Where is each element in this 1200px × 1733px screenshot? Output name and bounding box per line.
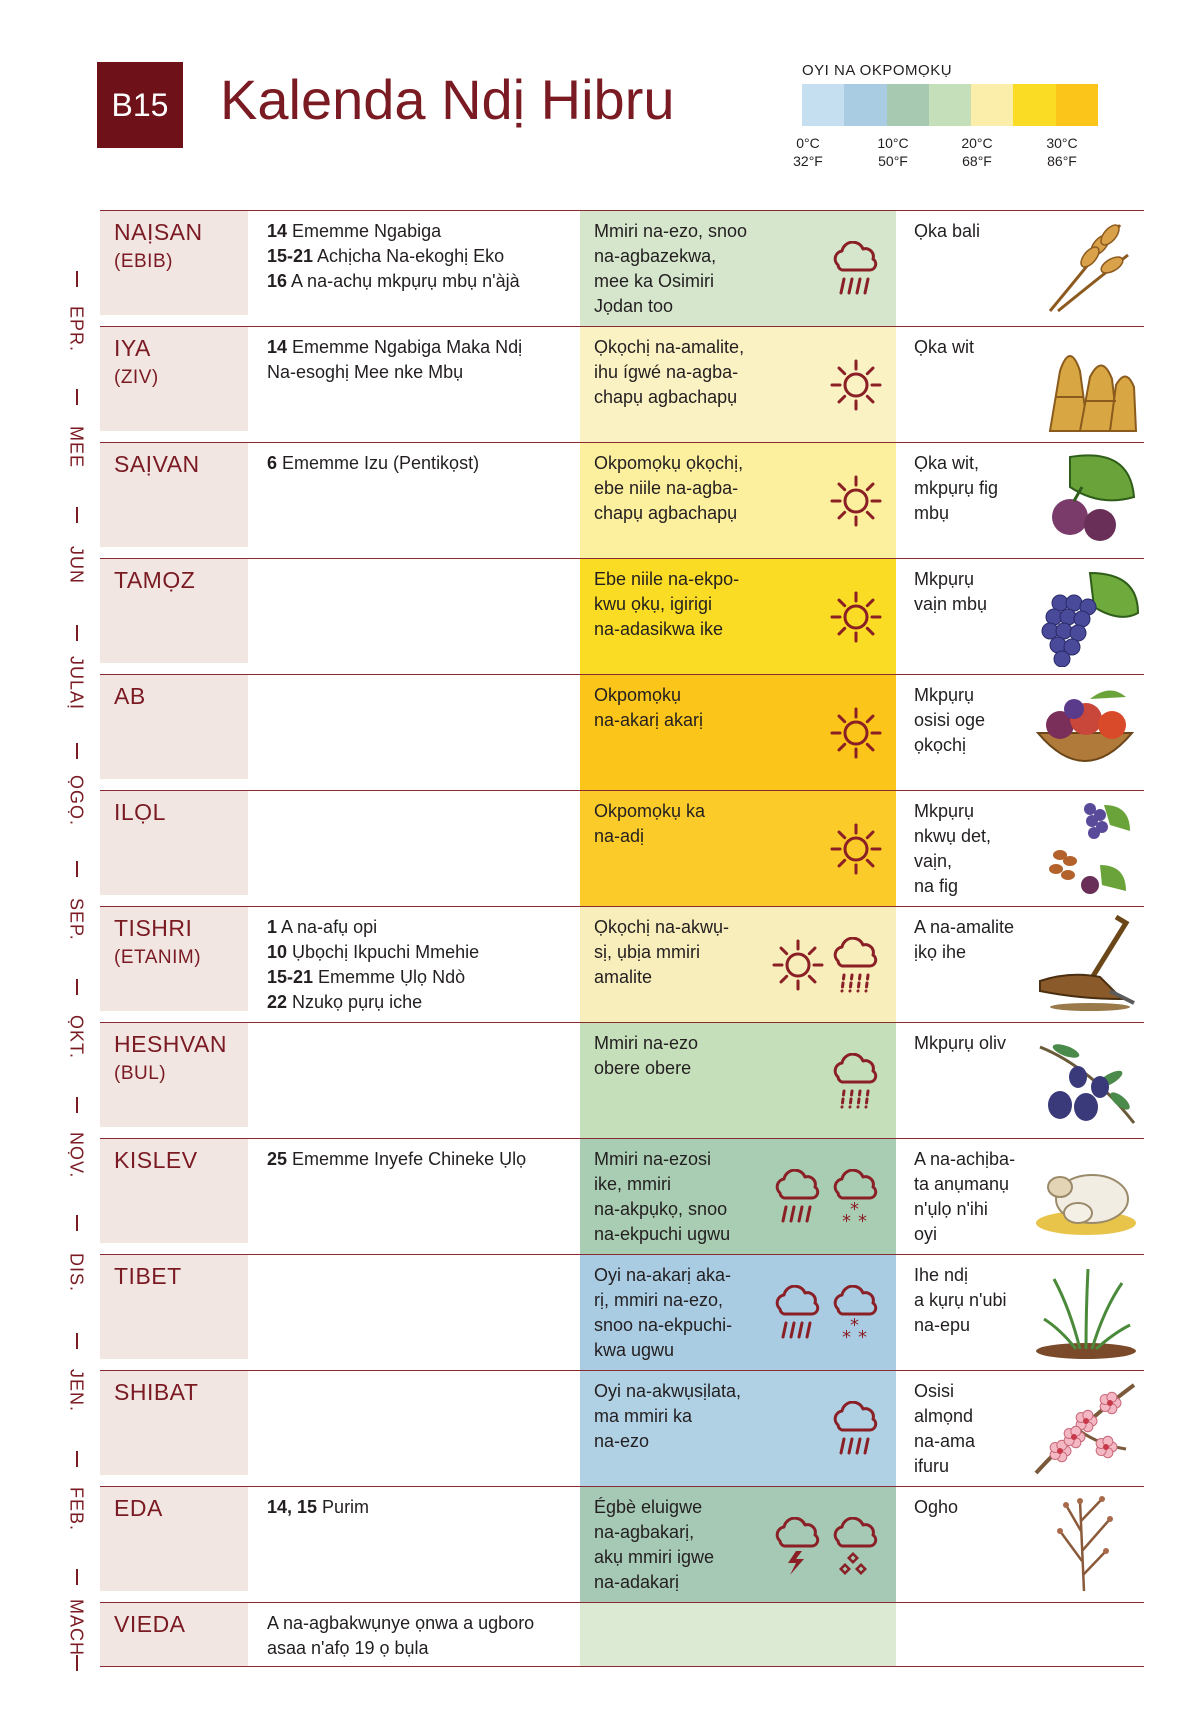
month-divider — [76, 1569, 78, 1585]
dates-icon — [1030, 795, 1140, 899]
light-rain-icon — [828, 937, 884, 1002]
weather-cell — [580, 327, 896, 442]
gregorian-month-axis — [60, 211, 90, 1671]
weather-icons — [828, 473, 884, 534]
sun-icon — [828, 705, 884, 766]
month-row — [100, 1138, 1144, 1254]
gregorian-month-label: DIS. — [66, 1253, 87, 1293]
temperature-swatch — [929, 84, 971, 126]
festival-date: 14 — [267, 337, 288, 357]
weather-text: Ọkọchị na-akwụ- sị, ụbịa mmiri amalite — [594, 917, 730, 987]
fahrenheit-label: 50°F — [878, 153, 908, 169]
rain-icon — [770, 1285, 826, 1350]
festival-text: Nzukọ pụrụ iche — [287, 992, 423, 1012]
temperature-tick — [1027, 134, 1097, 170]
gregorian-month — [60, 1273, 90, 1413]
festival-entry — [267, 1147, 547, 1172]
snow-icon — [828, 1285, 884, 1350]
hebrew-month-cell — [100, 1023, 248, 1127]
hebrew-month-cell — [100, 791, 248, 895]
svg-text:*: * — [842, 1211, 851, 1229]
gregorian-month-label: FEB. — [66, 1486, 87, 1531]
gregorian-month — [60, 919, 90, 1059]
festivals-cell — [267, 1611, 547, 1661]
svg-text:*: * — [858, 1327, 867, 1345]
month-row — [100, 1602, 1144, 1667]
festivals-cell — [267, 1147, 547, 1172]
svg-text:*: * — [858, 1211, 867, 1229]
hebrew-month-name: ILỌL — [114, 799, 166, 825]
celsius-label: 0°C — [796, 135, 820, 151]
festival-text: Ememme Ngabiga — [287, 221, 442, 241]
festival-date: 16 — [267, 271, 288, 291]
month-row — [100, 326, 1144, 442]
temperature-swatch — [971, 84, 1013, 126]
month-divider — [76, 1655, 78, 1671]
svg-text:*: * — [850, 1315, 859, 1336]
crop-text: Mkpụrụ nkwụ det, vaịn, na fig — [914, 801, 992, 896]
festival-text: Ememme Izu (Pentikọst) — [277, 453, 480, 473]
weather-text: Ọkọchị na-amalite, ihu ígwé na-agba- chapụ agbachapụ — [594, 337, 745, 407]
festival-date: 22 — [267, 992, 288, 1012]
section-badge: B15 — [97, 62, 183, 148]
temperature-tick — [858, 134, 928, 170]
festivals-cell — [267, 1495, 547, 1520]
temperature-legend-label: OYI NA OKPOMỌKỤ — [802, 62, 953, 79]
hebrew-month-cell — [100, 675, 248, 779]
flax-icon — [1030, 1491, 1140, 1595]
weather-cell — [580, 443, 896, 558]
festival-date: 10 — [267, 942, 288, 962]
olive-icon — [1030, 1027, 1140, 1131]
crop-text: A na-amalite ịkọ ihe — [914, 917, 1015, 962]
crop-text: Ogho — [914, 1497, 959, 1517]
festival-date: 1 — [267, 917, 278, 937]
sun-icon — [770, 937, 826, 998]
hebrew-month-name: HESHVAN — [114, 1031, 227, 1057]
hail-icon — [828, 1517, 884, 1582]
weather-cell — [580, 907, 896, 1022]
gregorian-month — [60, 565, 90, 711]
temperature-swatch — [887, 84, 929, 126]
hebrew-month-name: TAMỌZ — [114, 567, 196, 593]
festival-text: Ememme Ụlọ Ndò — [313, 967, 466, 987]
calendar-table — [100, 210, 1144, 1667]
month-row — [100, 1254, 1144, 1370]
fahrenheit-label: 32°F — [793, 153, 823, 169]
weather-icons — [828, 1401, 884, 1466]
hebrew-month-name: KISLEV — [114, 1147, 198, 1173]
month-row — [100, 210, 1144, 326]
gregorian-month-label: SEP. — [66, 897, 87, 941]
hebrew-month-name: VIEDA — [114, 1611, 186, 1637]
month-row — [100, 558, 1144, 674]
festival-date: 14 — [267, 221, 288, 241]
crop-text: Osisi almọnd na-ama ifuru — [914, 1381, 976, 1476]
festival-text: A na-agbakwụnye ọnwa a ugboro asaa n'afọ 19 ọ bụla — [267, 1613, 535, 1658]
crop-text: Mkpụrụ osisi oge ọkọchị — [914, 685, 986, 755]
fahrenheit-label: 68°F — [962, 153, 992, 169]
weather-icons — [828, 705, 884, 766]
weather-text: Okpomọkụ ọkọchị, ebe niile na-agba- chapụ agbachapụ — [594, 453, 744, 523]
gregorian-month — [60, 1509, 90, 1656]
temperature-tick — [773, 134, 843, 170]
weather-text: Ebe niile na-ekpo- kwu ọkụ, igirigi na-adasikwa ike — [594, 569, 740, 639]
festival-date: 6 — [267, 453, 278, 473]
weather-text: Mmiri na-ezo obere obere — [594, 1033, 699, 1078]
temperature-swatch — [1056, 84, 1098, 126]
festival-date: 14, 15 — [267, 1497, 318, 1517]
sun-icon — [828, 589, 884, 650]
weather-cell — [580, 1603, 896, 1666]
fruit-basket-icon — [1030, 679, 1140, 783]
month-divider — [76, 743, 78, 759]
weather-text: Okpomọkụ ka na-adị — [594, 801, 706, 846]
gregorian-month-label: JULAỊ — [66, 655, 87, 711]
weather-icons — [828, 241, 884, 306]
hebrew-month-cell — [100, 211, 248, 315]
gregorian-month — [60, 683, 90, 827]
rain-icon — [770, 1169, 826, 1234]
weather-cell — [580, 559, 896, 674]
weather-icons — [828, 1053, 884, 1118]
gregorian-month — [60, 447, 90, 584]
plough-icon — [1030, 911, 1140, 1015]
fahrenheit-label: 86°F — [1047, 153, 1077, 169]
month-divider — [76, 271, 78, 287]
festivals-cell — [267, 219, 547, 294]
month-divider — [76, 625, 78, 641]
weather-text: Égbè eluigwe na-agbakarị, akụ mmiri igwe na-adakarị — [594, 1497, 715, 1592]
thunder-icon — [770, 1517, 826, 1582]
festival-entry — [267, 244, 547, 269]
hebrew-month-cell — [100, 1255, 248, 1359]
month-divider — [76, 507, 78, 523]
hebrew-month-name: TIBET — [114, 1263, 182, 1289]
festival-entry — [267, 335, 547, 385]
weather-icons — [770, 1517, 884, 1582]
weather-icons — [770, 1169, 884, 1234]
gregorian-month — [60, 1037, 90, 1179]
hebrew-month-alt-name: (EBIB) — [114, 251, 173, 272]
weather-icons — [828, 821, 884, 882]
crop-text: Ọka bali — [914, 221, 981, 241]
sun-icon — [828, 357, 884, 418]
hebrew-month-name: EDA — [114, 1495, 163, 1521]
hebrew-month-cell — [100, 327, 248, 431]
gregorian-month-label: JEN. — [66, 1369, 87, 1413]
wheat-sheaf-icon — [1030, 331, 1140, 435]
month-row — [100, 1486, 1144, 1602]
festival-text: Achịcha Na-ekoghị Eko — [313, 246, 505, 266]
weather-icons — [770, 1285, 884, 1350]
temperature-swatch — [1013, 84, 1055, 126]
gregorian-month — [60, 211, 90, 352]
month-divider — [76, 1451, 78, 1467]
month-divider — [76, 861, 78, 877]
weather-text: Okpomọkụ na-akarị akarị — [594, 685, 704, 730]
light-rain-icon — [828, 1053, 884, 1118]
festival-text: Ụbọchị Ikpuchi Mmehie — [287, 942, 480, 962]
temperature-tick — [942, 134, 1012, 170]
hebrew-month-cell — [100, 1139, 248, 1243]
rain-icon — [828, 241, 884, 306]
festival-entry — [267, 915, 547, 940]
hebrew-month-cell — [100, 443, 248, 547]
month-divider — [76, 1097, 78, 1113]
hebrew-month-name: AB — [114, 683, 146, 709]
hebrew-month-cell — [100, 1603, 248, 1666]
weather-icons — [770, 937, 884, 1002]
festivals-cell — [267, 451, 547, 476]
festival-text: Purim — [317, 1497, 370, 1517]
rain-icon — [828, 1401, 884, 1466]
hebrew-month-cell — [100, 1487, 248, 1591]
weather-icons — [828, 357, 884, 418]
barley-icon — [1030, 215, 1140, 319]
month-row — [100, 442, 1144, 558]
festival-entry — [267, 219, 547, 244]
crop-text: Mkpụrụ oliv — [914, 1033, 1007, 1053]
gregorian-month-label: MACH — [66, 1598, 87, 1656]
snow-icon — [828, 1169, 884, 1234]
festival-date: 15-21 — [267, 967, 314, 987]
hebrew-month-name: IYA — [114, 335, 151, 361]
festival-entry — [267, 269, 547, 294]
weather-text: Oyi na-akarị aka- rị, mmiri na-ezo, snoo na-ekpuchi- kwa ugwu — [594, 1265, 733, 1360]
festival-text: A na-achụ mkpụrụ mbụ n'àjà — [287, 271, 520, 291]
celsius-label: 30°C — [1046, 135, 1078, 151]
weather-text: Oyi na-akwụsịlata, ma mmiri ka na-ezo — [594, 1381, 742, 1451]
weather-cell — [580, 211, 896, 326]
weather-cell — [580, 791, 896, 906]
month-divider — [76, 1215, 78, 1231]
crop-text: Mkpụrụ vaịn mbụ — [914, 569, 988, 614]
crop-text: Ọka wit — [914, 337, 975, 357]
grapes-icon — [1030, 563, 1140, 667]
month-row — [100, 790, 1144, 906]
weather-icons — [828, 589, 884, 650]
gregorian-month — [60, 801, 90, 941]
month-row — [100, 1370, 1144, 1486]
hebrew-month-name: SAỊVAN — [114, 451, 200, 477]
month-divider — [76, 389, 78, 405]
temperature-swatch — [802, 84, 844, 126]
sprout-icon — [1030, 1259, 1140, 1363]
festivals-cell — [267, 915, 547, 1015]
festival-text: Ememme Ngabiga Maka Ndị Na-esoghị Mee nke Mbụ — [267, 337, 523, 382]
hebrew-month-cell — [100, 559, 248, 663]
festival-entry — [267, 1495, 547, 1520]
festival-entry — [267, 965, 547, 990]
gregorian-month-label: ỌKT. — [66, 1014, 87, 1059]
weather-cell — [580, 1139, 896, 1254]
weather-text: Mmiri na-ezosi ike, mmiri na-akpụkọ, snoo na-ekpuchi ugwu — [594, 1149, 731, 1244]
gregorian-month — [60, 329, 90, 468]
month-row — [100, 906, 1144, 1022]
almond-blossom-icon — [1030, 1375, 1140, 1479]
festival-entry — [267, 1611, 547, 1661]
sheep-icon — [1030, 1143, 1140, 1247]
celsius-label: 20°C — [961, 135, 993, 151]
gregorian-month-label: NỌV. — [66, 1131, 87, 1179]
crop-text: A na-achịba- ta anụmanụ n'ụlọ n'ihi oyi — [914, 1149, 1016, 1244]
gregorian-month-label: EPR. — [66, 305, 87, 352]
svg-text:*: * — [842, 1327, 851, 1345]
page-title: Kalenda Ndị Hibru — [220, 68, 675, 131]
gregorian-month-label: MEE — [66, 425, 87, 468]
gregorian-month-label: JUN — [66, 546, 87, 584]
weather-text: Mmiri na-ezo, snoo na-agbazekwa, mee ka Osimiri Jọdan too — [594, 221, 748, 316]
temperature-color-scale — [802, 84, 1098, 126]
weather-cell — [580, 1255, 896, 1370]
sun-icon — [828, 821, 884, 882]
month-row — [100, 1022, 1144, 1138]
crop-text: Ihe ndị a kụrụ n'ubi na-epu — [914, 1265, 1007, 1335]
festival-entry — [267, 451, 547, 476]
gregorian-month — [60, 1391, 90, 1531]
gregorian-month — [60, 1155, 90, 1293]
hebrew-month-cell — [100, 1371, 248, 1475]
temperature-swatch — [844, 84, 886, 126]
weather-cell — [580, 1023, 896, 1138]
hebrew-month-alt-name: (ETANIM) — [114, 947, 202, 968]
month-divider — [76, 979, 78, 995]
sun-icon — [828, 473, 884, 534]
festival-text: Ememme Inyefe Chineke Ụlọ — [287, 1149, 527, 1169]
festival-text: A na-afụ opi — [277, 917, 378, 937]
svg-text:*: * — [850, 1199, 859, 1220]
hebrew-month-name: NAỊSAN — [114, 219, 203, 245]
weather-cell — [580, 675, 896, 790]
gregorian-month-label: ỌGỌ. — [66, 775, 87, 827]
festival-entry — [267, 940, 547, 965]
hebrew-month-alt-name: (BUL) — [114, 1063, 167, 1084]
weather-cell — [580, 1371, 896, 1486]
festivals-cell — [267, 335, 547, 385]
month-divider — [76, 1333, 78, 1349]
month-row — [100, 674, 1144, 790]
weather-cell — [580, 1487, 896, 1602]
celsius-label: 10°C — [877, 135, 909, 151]
fig-icon — [1030, 447, 1140, 551]
hebrew-month-name: SHIBAT — [114, 1379, 199, 1405]
hebrew-month-alt-name: (ZIV) — [114, 367, 159, 388]
festival-entry — [267, 990, 547, 1015]
festival-date: 25 — [267, 1149, 288, 1169]
hebrew-month-cell — [100, 907, 248, 1011]
crop-text: Ọka wit, mkpụrụ fig mbụ — [914, 453, 999, 523]
hebrew-month-name: TISHRI — [114, 915, 193, 941]
festival-date: 15-21 — [267, 246, 314, 266]
